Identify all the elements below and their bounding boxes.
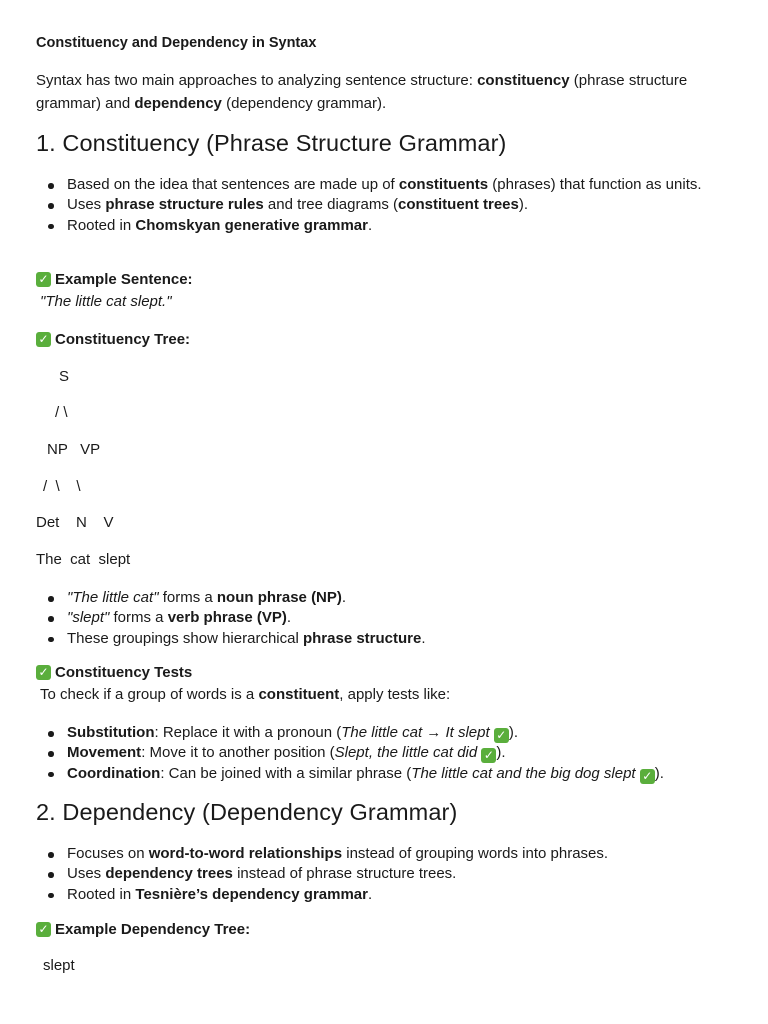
- document-title: Constituency and Dependency in Syntax: [36, 35, 317, 51]
- check-mark-icon: ✓: [481, 748, 496, 763]
- check-mark-icon: ✓: [36, 332, 51, 347]
- constituency-tests-list: [36, 723, 736, 784]
- list-item: Coordination: Can be joined with a similar phrase (The little cat and the big dog slept ✓ ).: [36, 764, 736, 784]
- list-item: "slept" forms a verb phrase (VP).: [36, 608, 736, 628]
- section2-bullet-list: [36, 844, 736, 905]
- intro-text: Syntax has two main approaches to analyzing sentence structure:: [36, 72, 478, 89]
- check-mark-icon: ✓: [36, 922, 51, 937]
- tests-intro: To check if a group of words is a constituent, apply tests like:: [40, 686, 451, 703]
- dependency-tree-root: slept: [43, 957, 75, 974]
- intro-term-dependency: dependency: [134, 95, 222, 112]
- list-item: Based on the idea that sentences are made up of constituents (phrases) that function as units.: [36, 175, 736, 195]
- check-mark-icon: ✓: [640, 769, 655, 784]
- list-item: Movement: Move it to another position (Slept, the little cat did ✓ ).: [36, 743, 736, 763]
- intro-text: (dependency grammar).: [221, 95, 387, 112]
- tree-node-det-n-v: Det N V: [36, 514, 114, 531]
- check-mark-icon: ✓: [494, 728, 509, 743]
- tree-node-s: S: [59, 368, 70, 385]
- tree-explanation-list: [36, 588, 736, 649]
- list-item: Rooted in Chomskyan generative grammar.: [36, 216, 736, 236]
- list-item: Substitution: Replace it with a pronoun (The little cat → It slept ✓ ).: [36, 723, 736, 743]
- check-mark-icon: ✓: [36, 665, 51, 680]
- intro-text: (phrase structure grammar) and: [36, 72, 688, 112]
- tree-node-np-vp: NP VP: [47, 441, 101, 458]
- constituency-tests-heading: ✓ Constituency Tests: [36, 664, 192, 681]
- constituency-tree-heading: ✓ Constituency Tree:: [36, 331, 190, 348]
- section1-bullet-list: [36, 175, 736, 236]
- tree-branch-line: / \ \: [43, 478, 81, 495]
- list-item: These groupings show hierarchical phrase structure.: [36, 629, 736, 649]
- list-item: Uses phrase structure rules and tree diagrams (constituent trees).: [36, 195, 736, 215]
- list-item: Rooted in Tesnière’s dependency grammar.: [36, 885, 736, 905]
- check-mark-icon: ✓: [36, 272, 51, 287]
- example-sentence-heading: ✓ Example Sentence:: [36, 271, 193, 288]
- list-item: Focuses on word-to-word relationships instead of grouping words into phrases.: [36, 844, 736, 864]
- tree-branch-line: / \: [55, 404, 68, 421]
- list-item: Uses dependency trees instead of phrase structure trees.: [36, 864, 736, 884]
- intro-term-constituency: constituency: [477, 72, 570, 89]
- intro-paragraph: [36, 69, 726, 115]
- section1-heading: 1. Constituency (Phrase Structure Grammar): [36, 130, 507, 156]
- list-item: "The little cat" forms a noun phrase (NP).: [36, 588, 736, 608]
- example-sentence: "The little cat slept.": [40, 293, 172, 310]
- dependency-tree-heading: ✓ Example Dependency Tree:: [36, 921, 250, 938]
- section2-heading: 2. Dependency (Dependency Grammar): [36, 799, 458, 825]
- tree-leaves: The cat slept: [36, 551, 131, 568]
